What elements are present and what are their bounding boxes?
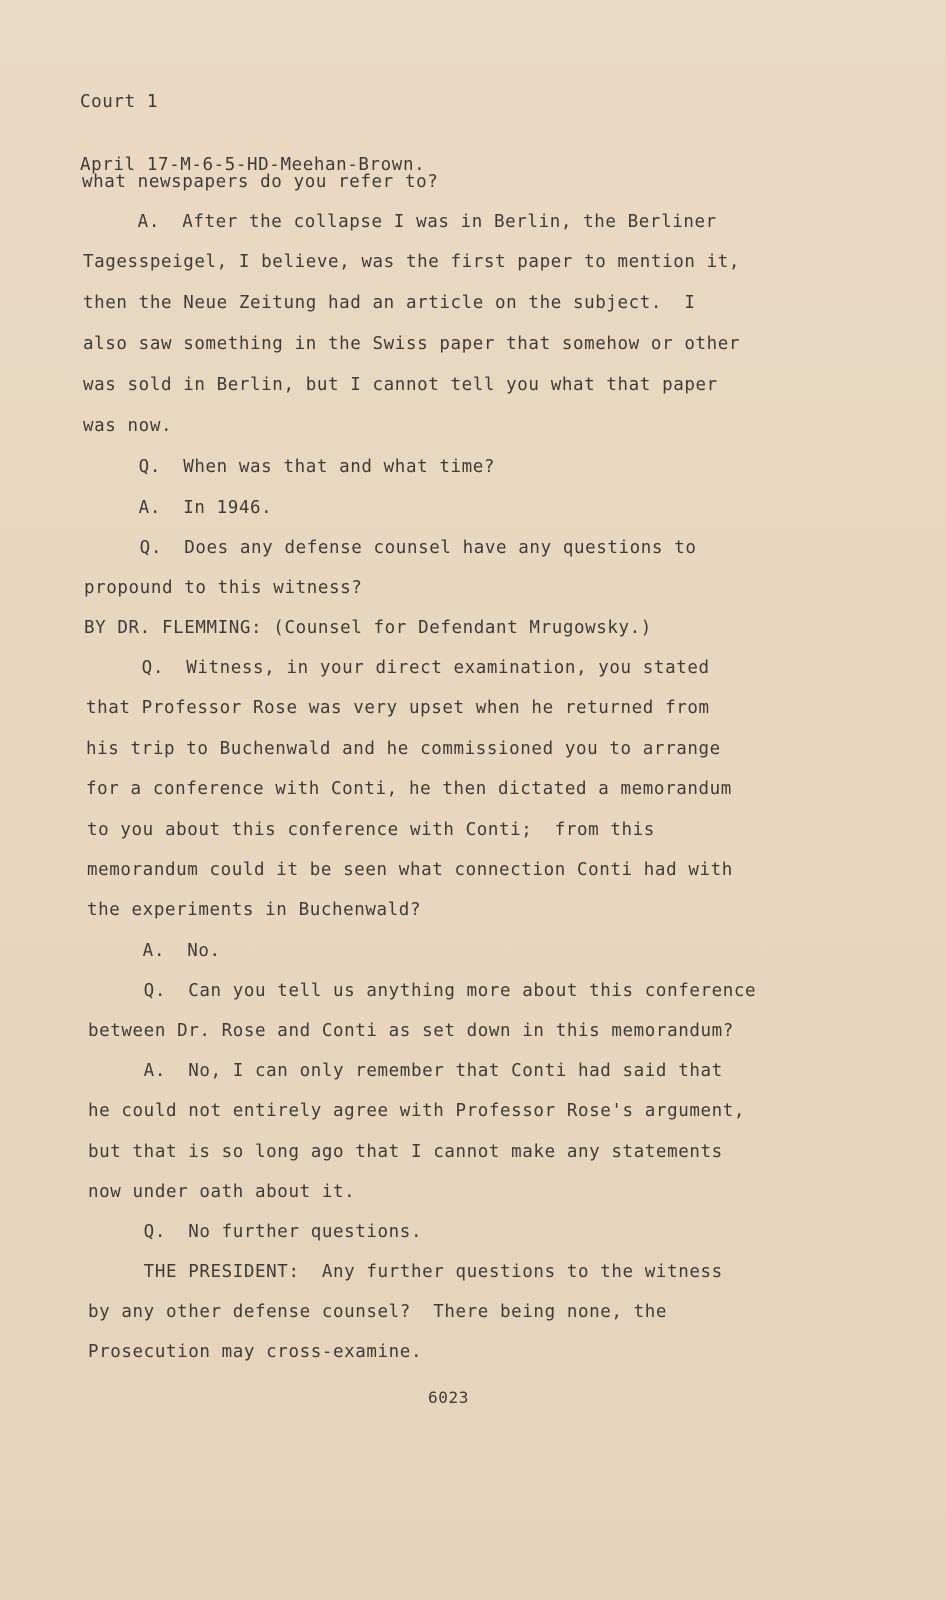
transcript-line: Q. Can you tell us anything more about this conference <box>88 981 757 1001</box>
transcript-line: A. After the collapse I was in Berlin, the Berliner <box>82 212 717 232</box>
transcript-line: was sold in Berlin, but I cannot tell you what that paper <box>83 375 718 395</box>
transcript-line: was now. <box>83 416 173 436</box>
transcript-line: his trip to Buchenwald and he commissioned you to arrange <box>86 739 721 759</box>
transcript-line: but that is so long ago that I cannot make any statements <box>88 1142 723 1162</box>
transcript-line: THE PRESIDENT: Any further questions to the witness <box>88 1262 723 1282</box>
page-header <box>80 50 425 218</box>
transcript-line: Q. Witness, in your direct examination, you stated <box>86 658 710 678</box>
transcript-line: also saw something in the Swiss paper that somehow or other <box>83 334 741 354</box>
transcript-line: between Dr. Rose and Conti as set down in this memorandum? <box>88 1021 734 1041</box>
page-number: 6023 <box>428 1388 469 1407</box>
transcript-line: Prosecution may cross-examine. <box>88 1342 423 1362</box>
court-label: Court 1 <box>80 92 158 112</box>
transcript-line: A. No. <box>87 941 221 961</box>
transcript-line: by any other defense counsel? There being none, the <box>88 1302 668 1322</box>
transcript-line: the experiments in Buchenwald? <box>87 900 422 920</box>
transcript-line: for a conference with Conti, he then dictated a memorandum <box>86 779 732 799</box>
transcript-line: propound to this witness? <box>84 578 363 598</box>
transcript-line: Q. Does any defense counsel have any questions to <box>84 538 697 558</box>
transcript-line: to you about this conference with Conti; from this <box>87 820 655 840</box>
transcript-line: Q. When was that and what time? <box>83 457 496 477</box>
transcript-line: A. In 1946. <box>83 498 273 518</box>
transcript-line: what newspapers do you refer to? <box>82 172 439 192</box>
transcript-line: BY DR. FLEMMING: (Counsel for Defendant Mrugowsky.) <box>84 618 652 638</box>
transcript-line: he could not entirely agree with Professor Rose's argument, <box>88 1101 746 1121</box>
transcript-line: then the Neue Zeitung had an article on the subject. I <box>83 293 696 313</box>
transcript-line: memorandum could it be seen what connection Conti had with <box>87 860 733 880</box>
session-label: April 17-M-6-5-HD-Meehan-Brown. <box>80 155 426 175</box>
transcript-line: A. No, I can only remember that Conti had said that <box>88 1061 723 1081</box>
transcript-line: Tagesspeigel, I believe, was the first paper to mention it, <box>83 252 741 272</box>
transcript-line: now under oath about it. <box>88 1182 356 1202</box>
transcript-line: Q. No further questions. <box>88 1222 423 1242</box>
transcript-line: that Professor Rose was very upset when he returned from <box>86 698 710 718</box>
